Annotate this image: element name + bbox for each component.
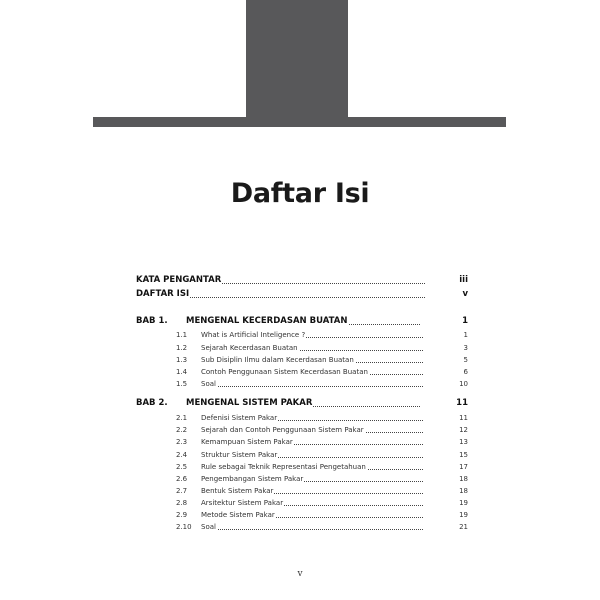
toc-entry-page: 11 (456, 398, 468, 408)
toc-entry-number: 2.9 (176, 511, 188, 519)
toc-entry-number: 1.1 (176, 331, 188, 339)
toc-entry-page: v (462, 289, 468, 299)
toc-entry-page: 21 (459, 523, 468, 531)
toc-entry-page: 11 (459, 414, 468, 422)
toc-entry-title (136, 275, 425, 286)
toc-entry-title-text: Sejarah Kecerdasan Buatan (201, 344, 298, 352)
toc-entry-title (201, 425, 423, 435)
toc-entry-title-text: Kemampuan Sistem Pakar (201, 438, 293, 446)
toc-entry-page: 18 (459, 487, 468, 495)
toc-entry-title-text: What is Artificial Inteligence ? (201, 331, 306, 339)
toc-entry-title-text: Bentuk Sistem Pakar (201, 487, 274, 495)
toc-entry-page: 19 (459, 511, 468, 519)
toc-entry-number: 1.4 (176, 368, 188, 376)
toc-entry-title-text: Contoh Penggunaan Sistem Kecerdasan Buatan (201, 368, 368, 376)
toc-entry-title-text: DAFTAR ISI (136, 289, 190, 299)
toc-entry-title (201, 474, 423, 484)
toc-entry-number: 2.4 (176, 451, 188, 459)
toc-entry-title (201, 343, 423, 353)
toc-entry-title-text: MENGENAL SISTEM PAKAR (186, 398, 313, 408)
toc-entry-number: 1.5 (176, 380, 188, 388)
toc-entry-number: 2.7 (176, 487, 188, 495)
toc-entry-title (201, 379, 423, 389)
toc-entry-page: 10 (459, 380, 468, 388)
toc-entry-title-text: Soal (201, 380, 216, 388)
toc-entry-title (201, 462, 423, 472)
toc-entry-number: 2.2 (176, 426, 188, 434)
toc-entry-title (201, 450, 423, 460)
toc-entry-title-text: Arsitektur Sistem Pakar (201, 499, 284, 507)
toc-entry-title (186, 316, 420, 327)
toc-entry-title-text: Metode Sistem Pakar (201, 511, 275, 519)
toc-entry-title-text: Sub Disiplin Ilmu dalam Kecerdasan Buatan (201, 356, 354, 364)
toc-entry-number: 1.3 (176, 356, 188, 364)
toc-entry-page: 19 (459, 499, 468, 507)
page-title: Daftar Isi (230, 178, 370, 209)
toc-entry-title (201, 437, 423, 447)
toc-dot-leader (201, 386, 423, 387)
toc-entry-title-text: Rule sebagai Teknik Representasi Pengetahuan (201, 463, 366, 471)
page-number: v (297, 569, 303, 579)
toc-entry-title (136, 289, 425, 300)
toc-entry-number: BAB 2. (136, 398, 168, 408)
toc-entry-number: BAB 1. (136, 316, 168, 326)
toc-entry-title-text: MENGENAL KECERDASAN BUATAN (186, 316, 348, 326)
toc-entry-title (201, 486, 423, 496)
toc-entry-title (201, 355, 423, 365)
toc-entry-page: 12 (459, 426, 468, 434)
toc-entry-number: 2.5 (176, 463, 188, 471)
toc-entry-title (186, 398, 420, 409)
toc-entry-title-text: Pengembangan Sistem Pakar (201, 475, 304, 483)
toc-entry-number: 2.6 (176, 475, 188, 483)
toc-entry-page: 1 (463, 331, 468, 339)
toc-entry-page: 15 (459, 451, 468, 459)
toc-entry-title (201, 498, 423, 508)
toc-entry-title (201, 367, 423, 377)
toc-entry-page: 17 (459, 463, 468, 471)
toc-entry-page: 6 (463, 368, 468, 376)
toc-entry-title (201, 413, 423, 423)
toc-entry-title-text: Soal (201, 523, 216, 531)
toc-entry-title (201, 330, 423, 340)
toc-entry-number: 2.8 (176, 499, 188, 507)
toc-entry-number: 2.3 (176, 438, 188, 446)
toc-entry-title-text: Struktur Sistem Pakar (201, 451, 278, 459)
toc-entry-page: 5 (463, 356, 468, 364)
toc-entry-page: 13 (459, 438, 468, 446)
toc-entry-page: 1 (462, 316, 468, 326)
toc-entry-page: 3 (463, 344, 468, 352)
toc-entry-page: 18 (459, 475, 468, 483)
toc-dot-leader (201, 529, 423, 530)
toc-entry-number: 2.1 (176, 414, 188, 422)
toc-entry-page: iii (459, 275, 468, 285)
toc-entry-title-text: KATA PENGANTAR (136, 275, 222, 285)
toc-entry-title-text: Defenisi Sistem Pakar (201, 414, 278, 422)
toc-entry-number: 1.2 (176, 344, 188, 352)
toc-entry-title (201, 522, 423, 532)
toc-entry-title-text: Sejarah dan Contoh Penggunaan Sistem Pakar (201, 426, 364, 434)
toc-entry-title (201, 510, 423, 520)
toc-entry-number: 2.10 (176, 523, 192, 531)
